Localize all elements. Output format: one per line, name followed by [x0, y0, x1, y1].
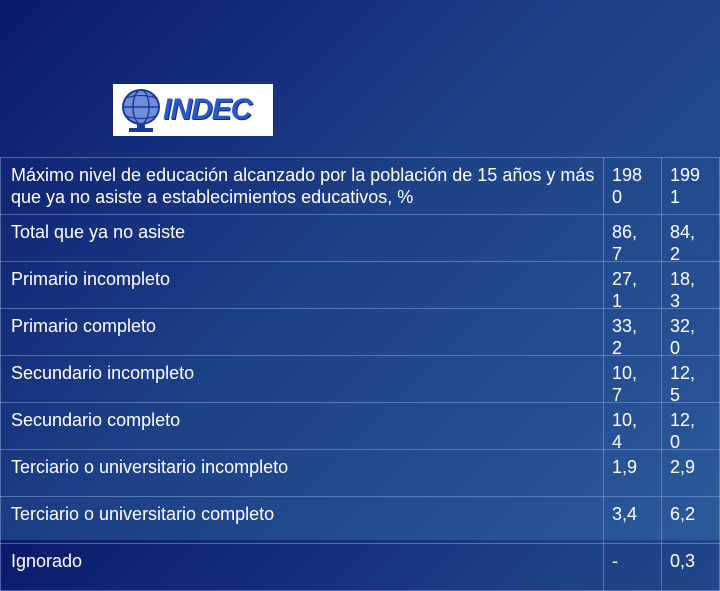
row-label-cell: [1, 544, 604, 591]
table-row: [1, 356, 720, 403]
value-v1991: 6,2: [670, 504, 696, 524]
table-title: Máximo nivel de educación alcanzado por la población de 15 años y más que ya no asiste a establecimientos educativos, %: [11, 165, 595, 207]
indec-logo: [113, 84, 273, 136]
value-cell-v1980: [604, 215, 662, 262]
row-label: Ignorado: [11, 551, 83, 571]
value-v1980: 10, 7: [612, 363, 638, 405]
value-v1991: 84, 2: [670, 222, 696, 264]
logo-wordmark: INDEC: [163, 93, 252, 126]
globe-icon: [117, 87, 165, 133]
value-cell-v1991: [662, 215, 720, 262]
row-label-cell: [1, 262, 604, 309]
row-label-cell: [1, 309, 604, 356]
table-row: [1, 262, 720, 309]
value-v1991: 0,3: [670, 551, 696, 571]
row-label-cell: [1, 356, 604, 403]
value-cell-v1980: [604, 262, 662, 309]
value-v1991: 12, 5: [670, 363, 696, 405]
table-title-cell: [1, 158, 604, 215]
value-v1980: 33, 2: [612, 316, 638, 358]
value-cell-v1991: [662, 497, 720, 544]
table-row: [1, 215, 720, 262]
value-cell-v1991: [662, 544, 720, 591]
row-label: Secundario incompleto: [11, 363, 195, 383]
row-label: Terciario o universitario completo: [11, 504, 275, 524]
table-header-row: [1, 158, 720, 215]
table-row: [1, 450, 720, 497]
value-cell-v1980: [604, 356, 662, 403]
table-row: [1, 497, 720, 544]
value-v1980: 86, 7: [612, 222, 638, 264]
value-cell-v1980: [604, 497, 662, 544]
table-row: [1, 403, 720, 450]
value-v1980: 1,9: [612, 457, 638, 477]
row-label: Secundario completo: [11, 410, 181, 430]
value-cell-v1991: [662, 309, 720, 356]
value-v1991: 32, 0: [670, 316, 696, 358]
value-v1980: -: [612, 551, 618, 571]
row-label: Total que ya no asiste: [11, 222, 186, 242]
value-cell-v1991: [662, 356, 720, 403]
value-v1980: 3,4: [612, 504, 638, 524]
row-label: Terciario o universitario incompleto: [11, 457, 289, 477]
row-label-cell: [1, 497, 604, 544]
value-v1991: 12, 0: [670, 410, 696, 452]
table-row: [1, 309, 720, 356]
row-label-cell: [1, 450, 604, 497]
row-label: Primario incompleto: [11, 269, 171, 289]
value-v1991: 2,9: [670, 457, 696, 477]
value-v1980: 27, 1: [612, 269, 638, 311]
value-cell-v1980: [604, 450, 662, 497]
value-cell-v1991: [662, 262, 720, 309]
value-v1991: 18, 3: [670, 269, 696, 311]
value-cell-v1980: [604, 309, 662, 356]
row-label-cell: [1, 215, 604, 262]
value-cell-v1980: [604, 403, 662, 450]
year-1980: 198 0: [612, 165, 643, 207]
row-label-cell: [1, 403, 604, 450]
year-1991: 199 1: [670, 165, 701, 207]
value-cell-v1991: [662, 450, 720, 497]
value-v1980: 10, 4: [612, 410, 638, 452]
table-row: [1, 544, 720, 591]
value-cell-v1991: [662, 403, 720, 450]
row-label: Primario completo: [11, 316, 157, 336]
value-cell-v1980: [604, 544, 662, 591]
education-table: [0, 157, 720, 591]
year-1980-cell: [604, 158, 662, 215]
year-1991-cell: [662, 158, 720, 215]
